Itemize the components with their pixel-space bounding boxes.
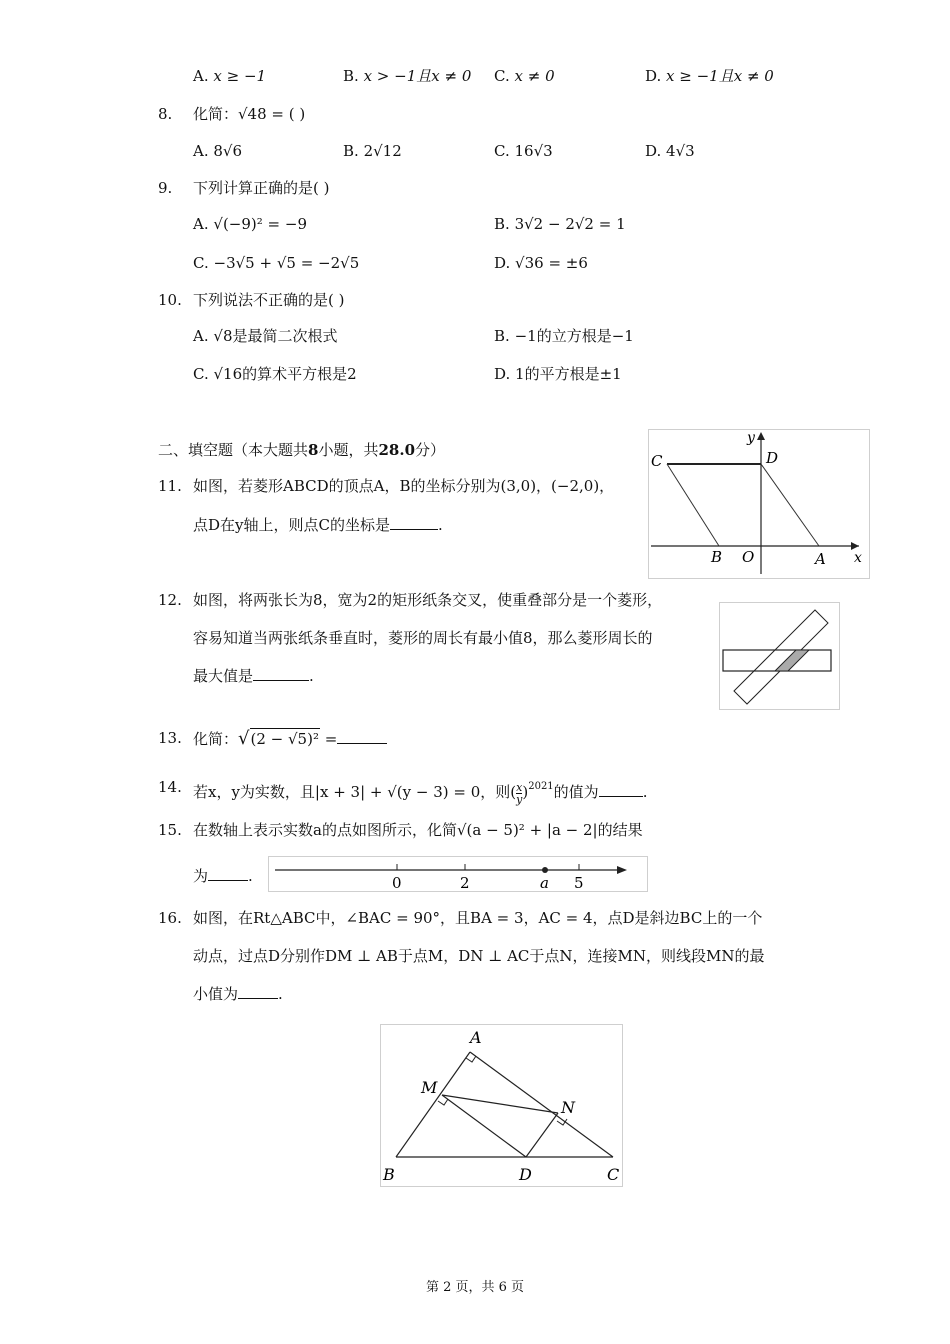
point-a [542,867,548,873]
page-footer: 第 2 页，共 6 页 [425,1280,525,1295]
label-c: C [607,1165,620,1184]
q15-number-line [268,856,648,892]
y-axis-arrow-icon [757,432,765,440]
q7-option-a: A. x ≥ −1 [193,67,267,85]
tick-label-0: 0 [392,874,402,891]
q7-option-c: C. x ≠ 0 [494,67,555,85]
segment-dn [526,1113,558,1157]
number-line-arrow-icon [617,866,627,874]
right-angle-mark-m [438,1099,448,1105]
q9-stem: 下列计算正确的是( ) [193,179,330,197]
q10-option-d: D. 1的平方根是±1 [494,365,622,383]
q12-line3: 最大值是 . [193,667,314,685]
answer-blank[interactable] [253,666,309,681]
label-b: B [383,1165,395,1184]
q10-option-a: A. √8是最简二次根式 [193,327,338,345]
label-n: N [561,1098,575,1117]
q12-line2: 容易知道当两张纸条垂直时，菱形的周长有最小值8，那么菱形周长的 [193,629,653,647]
label-d: D [519,1165,532,1184]
q15-line2: 为 . [193,867,253,885]
label-x: x [854,550,862,566]
overlap-rhombus [775,650,809,671]
q9-option-a: A. √(−9)² = −9 [193,215,307,233]
q13-expression: 化简：√(2 − √5)² = [193,728,387,749]
label-b: B [711,548,723,566]
label-y: y [747,430,755,446]
q10-option-b: B. −1的立方根是−1 [494,327,634,345]
q12-figure-paper-strips [719,602,840,710]
answer-blank[interactable] [599,782,643,797]
q15-number: 15. [158,821,182,839]
diagonal-paper-strip [734,610,828,704]
q16-line2: 动点，过点D分别作DM ⊥ AB于点M，DN ⊥ AC于点N，连接MN，则线段MN的最 [193,947,765,965]
tick-label-2: 2 [460,874,470,891]
q8-stem: 化简：√48 = ( ) [193,105,306,123]
q11-line2: 点D在y轴上，则点C的坐标是 . [193,516,443,534]
section-2-title: 二、填空题（本大题共8小题，共28.0分） [158,441,446,459]
answer-blank[interactable] [390,515,438,530]
right-angle-mark-a [466,1056,476,1062]
label-m: M [421,1078,438,1097]
q7-option-d: D. x ≥ −1且x ≠ 0 [645,67,774,85]
side-ba [396,1052,470,1157]
q11-line1: 如图，若菱形ABCD的顶点A，B的坐标分别为(3,0)，(−2,0)， [193,477,615,495]
q10-option-c: C. √16的算术平方根是2 [193,365,357,383]
side-ac [470,1052,613,1157]
q12-line1: 如图，将两张长为8，宽为2的矩形纸条交叉，使重叠部分是一个菱形， [193,591,663,609]
q7-option-b: B. x > −1且x ≠ 0 [343,67,472,85]
rhombus-side-da [761,464,819,546]
segment-dm [442,1095,526,1157]
q16-line3: 小值为 . [193,985,283,1003]
q14-number: 14. [158,778,182,796]
tick-label-a: a [540,874,549,891]
horizontal-paper-strip [723,650,831,671]
answer-blank[interactable] [208,866,248,881]
label-d: D [766,449,779,467]
label-a: A [470,1028,482,1047]
q11-figure-rhombus [648,429,870,579]
q15-line1: 在数轴上表示实数a的点如图所示，化简√(a − 5)² + |a − 2|的结果 [193,821,643,839]
q16-line1: 如图，在Rt△ABC中，∠BAC = 90°，且BA = 3，AC = 4，点D是斜边BC上的一个 [193,909,763,927]
q11-number: 11. [158,477,182,495]
q9-option-c: C. −3√5 + √5 = −2√5 [193,254,360,272]
q14-expression: 若x，y为实数，且|x + 3| + √(y − 3) = 0，则( $\frac{x}{y}$ )$^{2021}$的值为 . [193,780,648,806]
q9-option-b: B. 3√2 − 2√2 = 1 [494,215,626,233]
answer-blank[interactable] [337,729,387,744]
label-c: C [651,452,663,470]
q9-number: 9. [158,179,173,197]
q8-option-d: D. 4√3 [645,142,695,160]
rhombus-side-cb [667,464,719,546]
q10-stem: 下列说法不正确的是( ) [193,291,345,309]
q9-option-d: D. √36 = ±6 [494,254,588,272]
q8-number: 8. [158,105,173,123]
q16-number: 16. [158,909,182,927]
answer-blank[interactable] [238,984,278,999]
q12-number: 12. [158,591,182,609]
fraction: $\frac{x}{y}$ [516,780,523,806]
q8-option-c: C. 16√3 [494,142,553,160]
q10-number: 10. [158,291,182,309]
label-a: A [815,550,826,568]
q8-option-b: B. 2√12 [343,142,402,160]
q13-number: 13. [158,729,182,747]
tick-label-5: 5 [574,874,584,891]
label-o: O [742,548,755,566]
q8-option-a: A. 8√6 [193,142,243,160]
q16-figure-triangle [380,1024,623,1187]
x-axis-arrow-icon [851,542,859,550]
